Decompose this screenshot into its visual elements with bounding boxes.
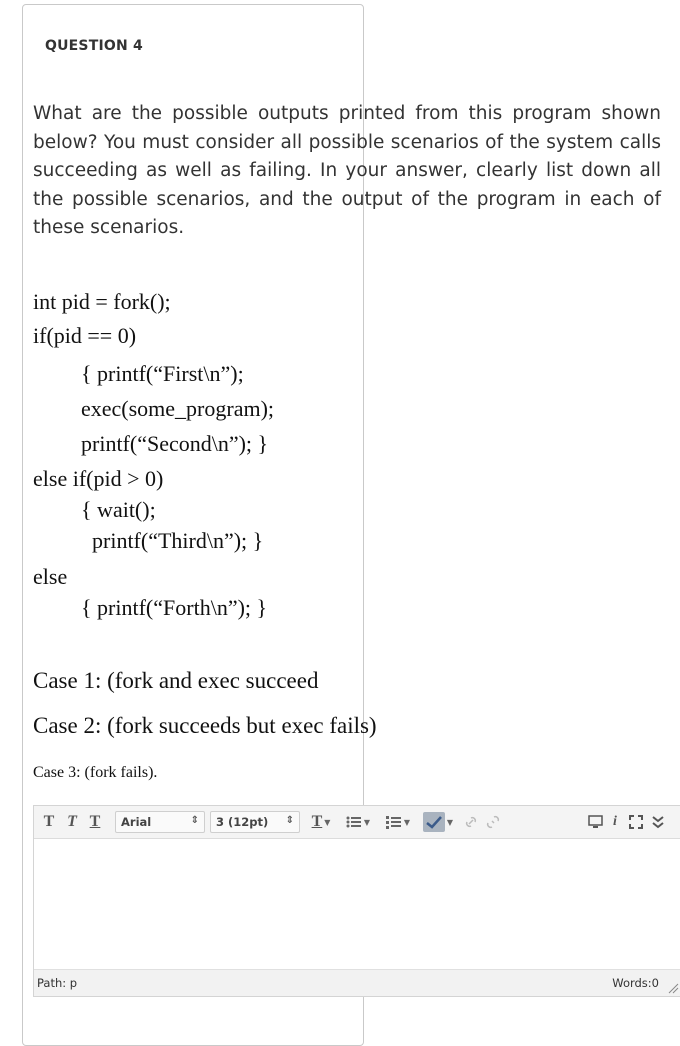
chevron-down-icon: ▼ bbox=[403, 817, 411, 827]
path-indicator: Path: p bbox=[37, 976, 78, 990]
case-1: Case 1: (fork and exec succeed bbox=[33, 668, 319, 693]
insert-link-button[interactable] bbox=[462, 812, 480, 832]
text-color-button[interactable] bbox=[306, 812, 336, 832]
bullet-list-icon bbox=[346, 815, 362, 829]
bullet-list-button[interactable] bbox=[342, 812, 374, 832]
question-title: QUESTION 4 bbox=[45, 38, 143, 54]
fullscreen-icon bbox=[629, 815, 643, 829]
font-size-value: 3 (12pt) bbox=[216, 815, 269, 829]
unlink-icon bbox=[486, 815, 500, 829]
case-2: Case 2: (fork succeeds but exec fails) bbox=[33, 713, 377, 738]
code-line: exec(some_program); bbox=[81, 396, 275, 421]
select-arrow-icon: ⇕ bbox=[285, 815, 294, 826]
font-family-value: Arial bbox=[121, 815, 152, 829]
answer-editor bbox=[33, 805, 680, 997]
monitor-icon bbox=[588, 815, 603, 829]
question-prompt: What are the possible outputs printed from this program shown below? You must consider all possible scenarios of the system calls succeeding as well as failing. In your answer, clearly list down all the possible scenarios, and the output of the program in each of these scenarios. bbox=[33, 103, 661, 238]
code-line: if(pid == 0) bbox=[33, 323, 137, 348]
code-line: else if(pid > 0) bbox=[33, 466, 164, 491]
font-size-select[interactable] bbox=[210, 811, 300, 833]
underline-button[interactable]: T bbox=[89, 813, 101, 830]
select-arrow-icon: ⇕ bbox=[190, 815, 199, 826]
resize-grip-icon[interactable] bbox=[667, 982, 679, 994]
spellcheck-icon bbox=[423, 812, 445, 832]
numbered-list-button[interactable] bbox=[382, 812, 414, 832]
info-icon[interactable]: i bbox=[613, 814, 617, 829]
code-line: { printf(“Forth\n”); } bbox=[81, 595, 268, 620]
expand-toolbar-button[interactable] bbox=[650, 812, 666, 832]
code-line: printf(“Third\n”); } bbox=[92, 528, 264, 553]
case-3: Case 3: (fork fails). bbox=[33, 764, 158, 781]
code-line: { wait(); bbox=[81, 497, 156, 522]
italic-button[interactable]: T bbox=[67, 813, 77, 830]
text-color-icon: T bbox=[311, 813, 323, 830]
code-line: { printf(“First\n”); bbox=[81, 361, 244, 386]
spellcheck-button[interactable] bbox=[420, 812, 456, 832]
numbered-list-icon bbox=[386, 815, 402, 829]
double-chevron-down-icon bbox=[652, 815, 664, 829]
code-line: else bbox=[33, 564, 68, 589]
bold-button[interactable]: T bbox=[43, 813, 55, 830]
link-icon bbox=[464, 815, 478, 829]
editor-toolbar bbox=[34, 806, 680, 839]
word-count: Words:0 bbox=[612, 976, 659, 990]
font-family-select[interactable] bbox=[115, 811, 205, 833]
chevron-down-icon: ▼ bbox=[324, 817, 331, 827]
answer-textarea[interactable] bbox=[34, 839, 680, 967]
fullscreen-button[interactable] bbox=[628, 812, 644, 832]
code-line: int pid = fork(); bbox=[33, 289, 171, 314]
preview-button[interactable] bbox=[586, 812, 604, 832]
editor-statusbar bbox=[34, 969, 680, 996]
chevron-down-icon: ▼ bbox=[363, 817, 371, 827]
code-line: printf(“Second\n”); } bbox=[81, 431, 269, 456]
unlink-button[interactable] bbox=[484, 812, 502, 832]
chevron-down-icon: ▼ bbox=[446, 817, 454, 827]
